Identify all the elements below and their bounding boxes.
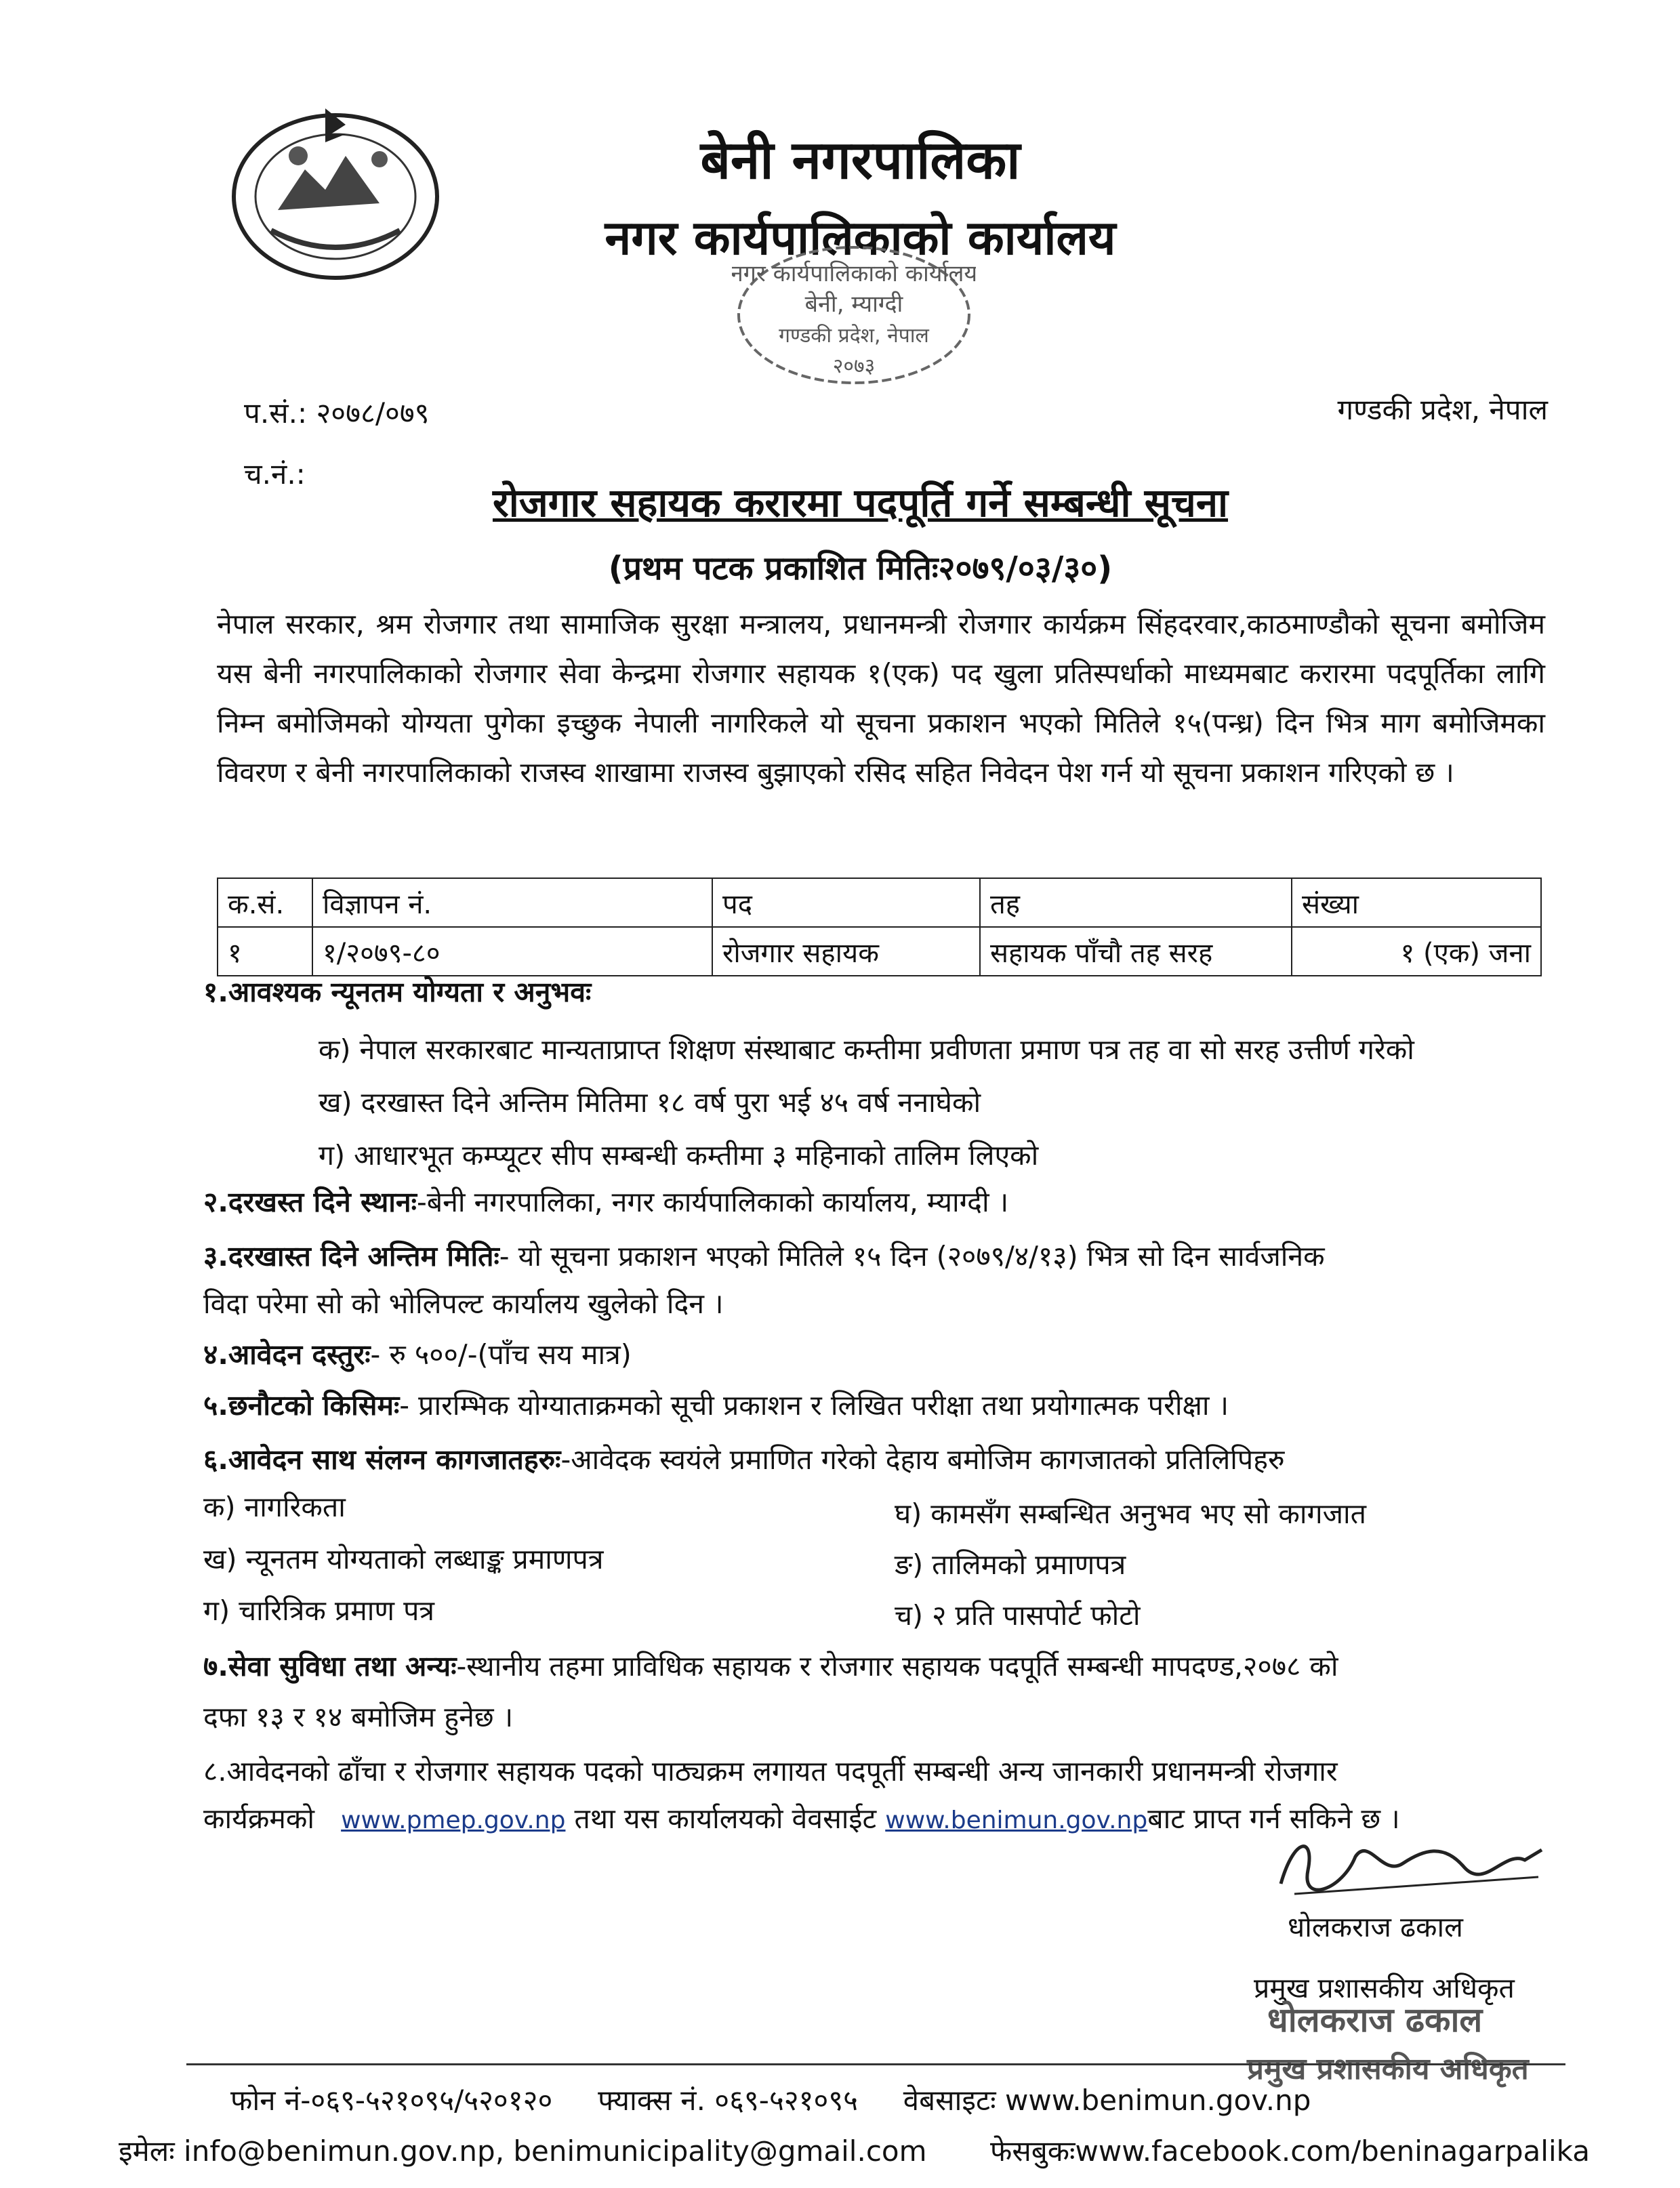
table-header: क.सं. — [218, 878, 312, 927]
document-item: घ) कामसँग सम्बन्धित अनुभव भए सो कागजात — [895, 1498, 1366, 1530]
ps-value: २०७८/०७९ — [316, 396, 430, 430]
table-cell: सहायक पाँचौ तह सरह — [980, 927, 1292, 976]
benimun-link[interactable]: www.benimun.gov.np — [885, 1807, 1148, 1834]
signatory-title: प्रमुख प्रशासकीय अधिकृत — [1254, 1972, 1515, 2004]
section-7-line2: दफा १३ र १४ बमोजिम हुनेछ । — [203, 1701, 514, 1733]
section-2-text: -बेनी नगरपालिका, नगर कार्यपालिकाको कार्यालय, म्याग्दी । — [416, 1186, 1009, 1218]
qualification-item: ख) दरखास्त दिने अन्तिम मितिमा १८ वर्ष पुरा भई ४५ वर्ष ननाघेको — [319, 1086, 981, 1119]
reference-number — [244, 393, 430, 432]
section-6 — [203, 1440, 1284, 1478]
signatory-name: धोलकराज ढकाल — [1288, 1911, 1463, 1943]
stamp-line: २०७३ — [832, 354, 876, 378]
cn-label: च.नं.: — [244, 457, 306, 491]
section-5 — [203, 1386, 1229, 1424]
table-header-row — [218, 878, 1541, 927]
stamp-line: बेनी, म्याग्दी — [804, 291, 903, 318]
footer-facebook[interactable]: फेसबुकःwww.facebook.com/beninagarpalika — [990, 2134, 1590, 2168]
section-6-heading: ६.आवेदन साथ संलग्न कागजातहरुः — [203, 1443, 561, 1476]
handwritten-signature — [1267, 1830, 1552, 1904]
table-cell: १ — [218, 927, 312, 976]
section-7 — [203, 1647, 1338, 1685]
table-cell: १ (एक) जना — [1292, 927, 1541, 976]
section-7-text: -स्थानीय तहमा प्राविधिक सहायक र रोजगार सहायक पदपूर्ति सम्बन्धी मापदण्ड,२०७८ को — [456, 1650, 1338, 1683]
stamp-name: धोलकराज ढकाल — [1267, 2000, 1483, 2040]
published-date: (प्रथम पटक प्रकाशित मितिः२०७९/०३/३०) — [608, 550, 1113, 587]
qualification-item: क) नेपाल सरकारबाट मान्यताप्राप्त शिक्षण संस्थाबाट कम्तीमा प्रवीणता प्रमाण पत्र तह वा सो सरह उत्तीर्ण गरेको — [319, 1033, 1414, 1066]
section-3-heading: ३.दरखास्त दिने अन्तिम मितिः — [203, 1240, 499, 1273]
stamp-line: नगर कार्यपालिकाको कार्यालय — [732, 260, 976, 287]
section-8-line2 — [203, 1799, 1400, 1837]
vacancy-table — [217, 878, 1542, 976]
section-2 — [203, 1182, 1008, 1220]
section-4-heading: ४.आवेदन दस्तुरः — [203, 1338, 371, 1371]
section-8-pre: कार्यक्रमको — [203, 1802, 314, 1835]
section-3-text: - यो सूचना प्रकाशन भएको मितिले १५ दिन (२०७९/४/१३) भित्र सो दिन सार्वजनिक — [499, 1240, 1325, 1273]
document-item: ख) न्यूनतम योग्यताको लब्धाङ्क प्रमाणपत्र — [203, 1543, 604, 1575]
province: गण्डकी प्रदेश, नेपाल — [1337, 393, 1548, 426]
document-item: क) नागरिकता — [203, 1491, 346, 1523]
section-3-line2: विदा परेमा सो को भोलिपल्ट कार्यालय खुलेको दिन । — [203, 1287, 724, 1320]
org-name: बेनी नगरपालिका — [700, 130, 1021, 191]
table-header: संख्या — [1292, 878, 1541, 927]
section-6-text: -आवेदक स्वयंले प्रमाणित गरेको देहाय बमोजिम कागजातको प्रतिलिपिहरु — [560, 1443, 1285, 1476]
table-cell: रोजगार सहायक — [712, 927, 980, 976]
footer-contact-line — [230, 2080, 1311, 2119]
table-header: विज्ञापन नं. — [312, 878, 712, 927]
office-name: नगर कार्यपालिकाको कार्यालय — [605, 210, 1116, 266]
footer-website[interactable]: वेबसाइटः www.benimun.gov.np — [903, 2084, 1311, 2117]
document-item: ङ) तालिमको प्रमाणपत्र — [895, 1548, 1126, 1581]
footer-divider — [186, 2063, 1565, 2065]
section-2-heading: २.दरखस्त दिने स्थानः — [203, 1186, 417, 1218]
section-8-line1: ८.आवेदनको ढाँचा र रोजगार सहायक पदको पाठ्यक्रम लगायत पदपूर्ती सम्बन्धी अन्य जानकारी प्रधानमन्त्री रोजगार — [203, 1755, 1338, 1788]
section-7-heading: ७.सेवा सुविधा तथा अन्यः — [203, 1650, 457, 1683]
section-5-text: - प्रारम्भिक योग्याताक्रमको सूची प्रकाशन र लिखित परीक्षा तथा प्रयोगात्मक परीक्षा । — [399, 1389, 1229, 1422]
qualification-item: ग) आधारभूत कम्प्यूटर सीप सम्बन्धी कम्तीमा ३ महिनाको तालिम लिएको — [319, 1139, 1039, 1172]
office-stamp — [732, 244, 976, 393]
footer-fax: फ्याक्स नं. ०६९-५२१०९५ — [598, 2084, 859, 2117]
section-8-post: बाट प्राप्त गर्न सकिने छ । — [1147, 1802, 1400, 1835]
table-row — [218, 927, 1541, 976]
section-4-text: - रु ५००/-(पाँच सय मात्र) — [370, 1338, 632, 1371]
section-5-heading: ५.छनौटको किसिमः — [203, 1389, 400, 1422]
intro-paragraph: नेपाल सरकार, श्रम रोजगार तथा सामाजिक सुरक्षा मन्त्रालय, प्रधानमन्त्री रोजगार कार्यक्रम सिंहदरवार,काठमाण्डौको सूचना बमोजिम यस बेनी नगरपालिकाको रोजगार सेवा केन्द्रमा रोजगार सहायक १(एक) पद खुला प्रतिस्पर्धाको माध्यमबाट करारमा पदपूर्तिका लागि निम्न बमोजिमको योग्यता पुगेका इच्छुक नेपाली नागरिकले यो सूचना प्रकाशन भएको मितिले १५(पन्ध्र) दिन भित्र माग बमोजिमका विवरण र बेनी नगरपालिकाको राजस्व शाखामा राजस्व बुझाएको रसिद सहित निवेदन पेश गर्न यो सूचना प्रकाशन गरिएको छ । — [217, 608, 1545, 789]
document-item: ग) चारित्रिक प्रमाण पत्र — [203, 1594, 434, 1627]
footer-phone: फोन नं-०६९-५२१०९५/५२०१२० — [230, 2084, 553, 2117]
section-8-mid: तथा यस कार्यालयको वेवसाईट — [574, 1802, 877, 1835]
table-header: तह — [980, 878, 1292, 927]
footer-online-line — [119, 2131, 1590, 2170]
table-header: पद — [712, 878, 980, 927]
section-3 — [203, 1237, 1542, 1275]
ps-label: प.सं.: — [244, 396, 308, 430]
document-item: च) २ प्रति पासपोर्ट फोटो — [895, 1599, 1141, 1632]
section-4 — [203, 1335, 632, 1373]
notice-title: रोजगार सहायक करारमा पदपूर्ति गर्ने सम्बन्धी सूचना — [492, 480, 1229, 526]
stamp-title: प्रमुख प्रशासकीय अधिकृत — [1247, 2052, 1529, 2086]
footer-email[interactable]: इमेलः info@benimun.gov.np, benimunicipality@gmail.com — [119, 2134, 927, 2168]
stamp-line: गण्डकी प्रदेश, नेपाल — [779, 324, 929, 348]
table-cell: १/२०७९-८० — [312, 927, 712, 976]
pmep-link[interactable]: www.pmep.gov.np — [341, 1807, 566, 1834]
section-1-heading: १.आवश्यक न्यूनतम योग्यता र अनुभवः — [203, 976, 592, 1008]
